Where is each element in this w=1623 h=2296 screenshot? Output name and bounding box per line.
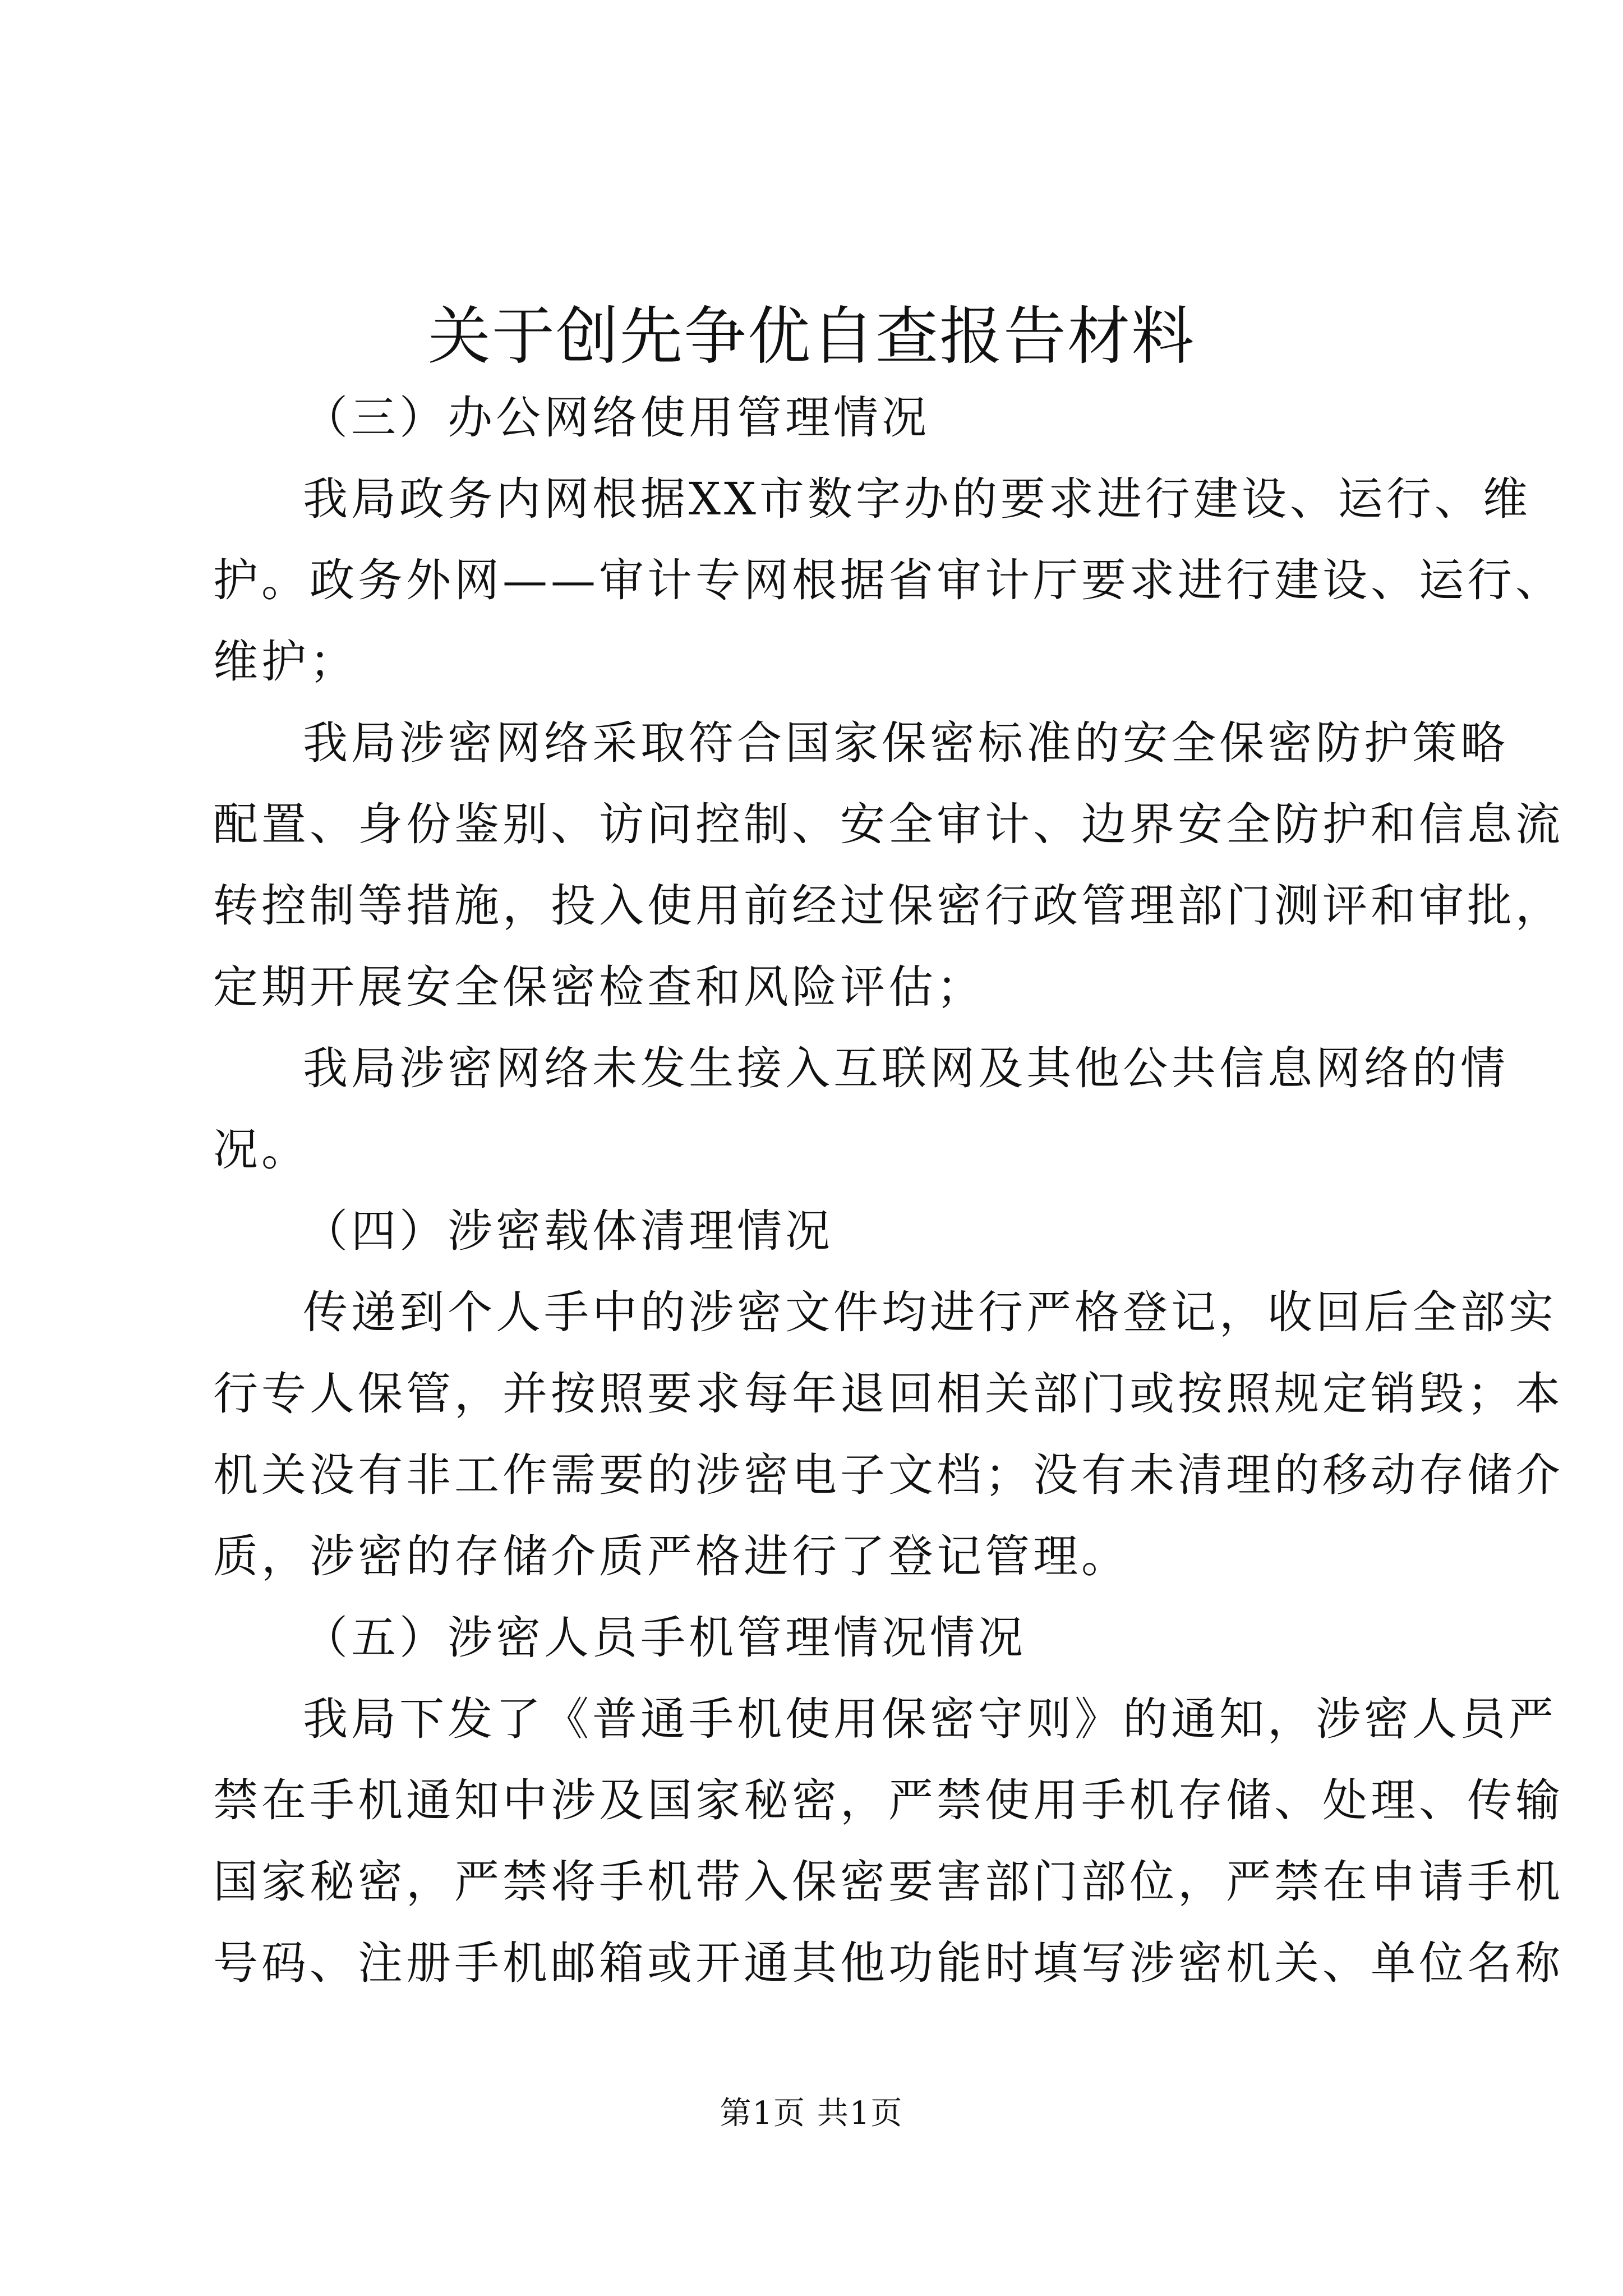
- paragraph-line: 我局涉密网络采取符合国家保密标准的安全保密防护策略: [303, 717, 1509, 769]
- paragraph-line: 国家秘密，严禁将手机带入保密要害部门部位，严禁在申请手机: [213, 1856, 1564, 1908]
- paragraph-line: 号码、注册手机邮箱或开通其他功能时填写涉密机关、单位名称: [213, 1937, 1564, 1989]
- paragraph-line: 我局涉密网络未发生接入互联网及其他公共信息网络的情: [303, 1042, 1509, 1094]
- paragraph-line: 转控制等措施，投入使用前经过保密行政管理部门测评和审批，: [213, 880, 1564, 932]
- paragraph-line: 况。: [213, 1124, 310, 1176]
- page-footer: 第1页 共1页: [720, 2095, 903, 2132]
- paragraph-line: 禁在手机通知中涉及国家秘密，严禁使用手机存储、处理、传输: [213, 1774, 1564, 1826]
- paragraph-line: 机关没有非工作需要的涉密电子文档；没有未清理的移动存储介: [213, 1449, 1564, 1501]
- document-title: 关于创先争优自查报告材料: [428, 300, 1195, 373]
- paragraph-line: 我局政务内网根据XX市数字办的要求进行建设、运行、维: [303, 473, 1531, 525]
- paragraph-line: 质，涉密的存储介质严格进行了登记管理。: [213, 1530, 1129, 1582]
- paragraph-line: 传递到个人手中的涉密文件均进行严格登记，收回后全部实: [303, 1286, 1557, 1338]
- paragraph-line: 护。政务外网——审计专网根据省审计厅要求进行建设、运行、: [213, 554, 1564, 606]
- paragraph-line: 我局下发了《普通手机使用保密守则》的通知，涉密人员严: [303, 1693, 1557, 1745]
- section-heading-5: （五）涉密人员手机管理情况情况: [303, 1612, 1026, 1664]
- paragraph-line: 行专人保管，并按照要求每年退回相关部门或按照规定销毁；本: [213, 1368, 1564, 1420]
- paragraph-line: 配置、身份鉴别、访问控制、安全审计、边界安全防护和信息流: [213, 798, 1564, 850]
- paragraph-line: 定期开展安全保密检查和风险评估；: [213, 961, 985, 1013]
- paragraph-line: 维护；: [213, 636, 358, 688]
- section-heading-4: （四）涉密载体清理情况: [303, 1205, 833, 1257]
- section-heading-3: （三）办公网络使用管理情况: [303, 392, 930, 444]
